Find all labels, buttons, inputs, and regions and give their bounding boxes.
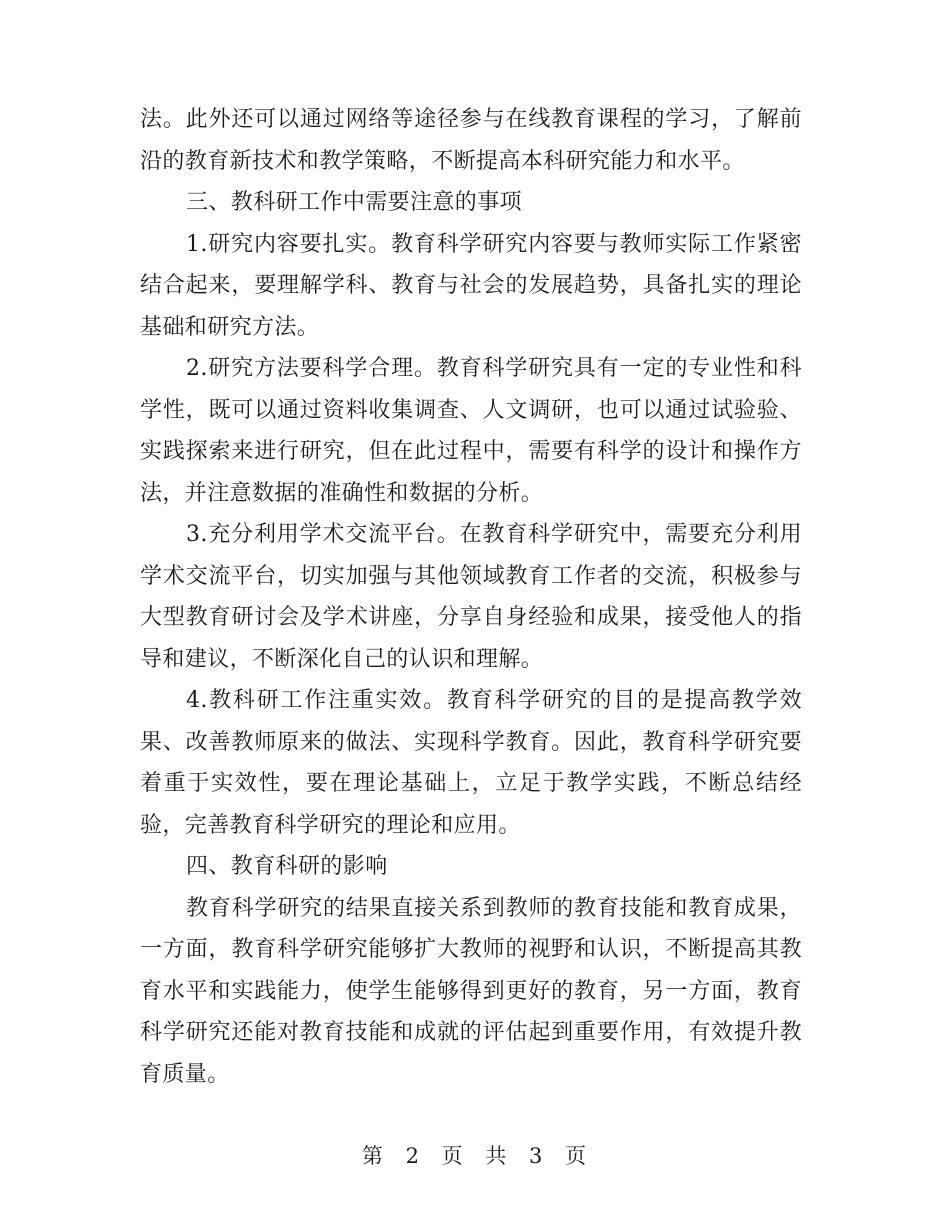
- page-footer: [0, 1140, 950, 1170]
- footer-current-page: 2: [405, 1144, 421, 1168]
- footer-label-ye2: 页: [565, 1144, 589, 1168]
- document-body: [140, 99, 802, 1095]
- paragraph-item-3: 3.充分利用学术交流平台。在教育科学研究中，需要充分利用学术交流平台，切实加强与其他领域教育工作者的交流，积极参与大型教育研讨会及学术讲座，分享自身经验和成果，接受他人的指导和建议，不断深化自己的认识和理解。: [140, 522, 802, 672]
- footer-label-di: 第: [361, 1144, 385, 1168]
- footer-total-pages: 3: [529, 1144, 545, 1168]
- footer-label-gong: 共: [485, 1144, 509, 1168]
- paragraph-item-1: 1.研究内容要扎实。教育科学研究内容要与教师实际工作紧密结合起来，要理解学科、教育与社会的发展趋势，具备扎实的理论基础和研究方法。: [140, 231, 802, 340]
- paragraph-continuation: 法。此外还可以通过网络等途径参与在线教育课程的学习，了解前沿的教育新技术和教学策略，不断提高本科研究能力和水平。: [140, 107, 802, 174]
- section-heading-4: 四、教育科研的影响: [186, 854, 388, 879]
- paragraph-item-4: 4.教科研工作注重实效。教育科学研究的目的是提高教学效果、改善教师原来的做法、实现科学教育。因此，教育科学研究要着重于实效性，要在理论基础上，立足于教学实践，不断总结经验，完善教育科学研究的理论和应用。: [140, 688, 802, 838]
- section-heading-3: 三、教科研工作中需要注意的事项: [186, 190, 523, 215]
- paragraph-impact: 教育科学研究的结果直接关系到教师的教育技能和教育成果，一方面，教育科学研究能够扩大教师的视野和认识，不断提高其教育水平和实践能力，使学生能够得到更好的教育，另一方面，教育科学研究还能对教育技能和成就的评估起到重要作用，有效提升教育质量。: [140, 895, 802, 1087]
- paragraph-item-2: 2.研究方法要科学合理。教育科学研究具有一定的专业性和科学性，既可以通过资料收集调查、人文调研，也可以通过试验验、实践探索来进行研究，但在此过程中，需要有科学的设计和操作方法，并注意数据的准确性和数据的分析。: [140, 356, 802, 506]
- footer-label-ye: 页: [441, 1144, 465, 1168]
